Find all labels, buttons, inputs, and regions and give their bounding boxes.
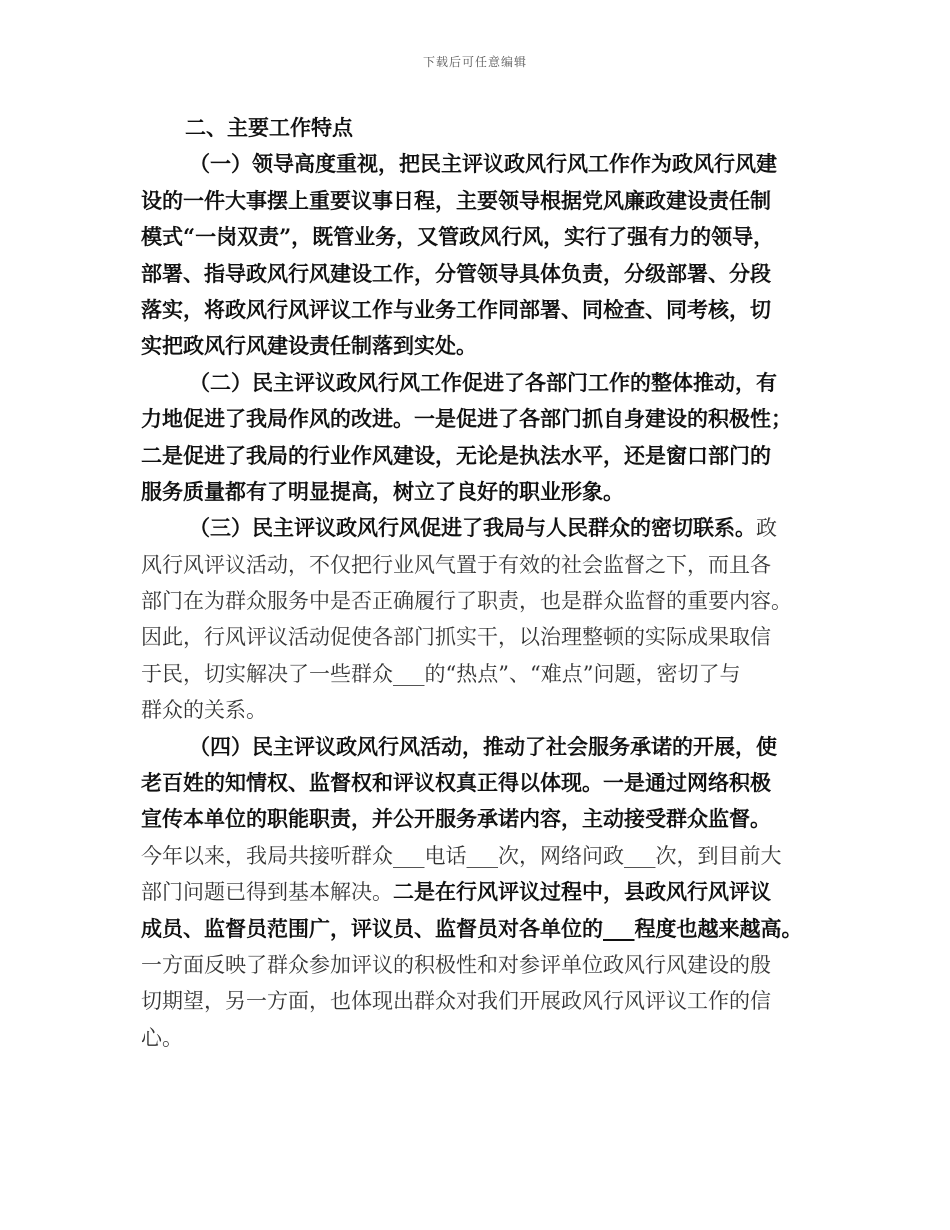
paragraph-line: 切期望，另一方面，也体现出群众对我们开展政风行风评议工作的信 [141, 989, 771, 1014]
paragraph-line: 力地促进了我局作风的改进。一是促进了各部门抓自身建设的积极性； [141, 406, 792, 432]
paragraph-line: （四）民主评议政风行风活动，推动了社会服务承诺的开展，使 [189, 733, 777, 759]
paragraph-line: 设的一件大事摆上重要议事日程，主要领导根据党风廉政建设责任制 [141, 187, 771, 213]
paragraph-line: 服务质量都有了明显提高，树立了良好的职业形象。 [141, 478, 624, 504]
paragraph-line: （一）领导高度重视，把民主评议政风行风工作作为政风行风建 [189, 151, 777, 177]
paragraph-line: 成员、监督员范围广，评议员、监督员对各单位的___程度也越来越高。 [141, 915, 803, 941]
paragraph-line: 二是促进了我局的行业作风建设，无论是执法水平，还是窗口部门的 [141, 442, 771, 468]
paragraph-line: 模式“一岗双责”，既管业务，又管政风行风，实行了强有力的领导， [141, 224, 775, 250]
paragraph-line: 一方面反映了群众参加评议的积极性和对参评单位政风行风建设的殷 [141, 952, 771, 977]
paragraph-line: 今年以来，我局共接听群众___电话___次，网络问政___次，到目前大 [141, 843, 782, 868]
paragraph-line: 因此，行风评议活动促使各部门抓实干，以治理整顿的实际成果取信 [141, 625, 771, 650]
paragraph-line: 心。 [141, 1025, 183, 1050]
paragraph-line: 部署、指导政风行风建设工作，分管领导具体负责，分级部署、分段 [141, 260, 771, 286]
paragraph-line: 老百姓的知情权、监督权和评议权真正得以体现。一是通过网络积极 [141, 770, 771, 796]
paragraph-line: 落实，将政风行风评议工作与业务工作同部署、同检查、同考核，切 [141, 296, 771, 322]
paragraph-line: 群众的关系。 [141, 698, 267, 723]
paragraph-line: 实把政风行风建设责任制落到实处。 [141, 333, 477, 359]
paragraph-line: 于民，切实解决了一些群众___的“热点”、“难点”问题，密切了与 [141, 661, 741, 686]
paragraph-line: 部门在为群众服务中是否正确履行了职责，也是群众监督的重要内容。 [141, 589, 792, 614]
paragraph-line: 部门问题已得到基本解决。二是在行风评议过程中，县政风行风评议 [141, 879, 771, 905]
paragraph-line: （二）民主评议政风行风工作促进了各部门工作的整体推动，有 [189, 369, 777, 395]
document-body [141, 110, 821, 1056]
section-heading: 二、主要工作特点 [185, 115, 353, 140]
paragraph-line: （三）民主评议政风行风促进了我局与人民群众的密切联系。政 [189, 515, 777, 541]
paragraph-line: 风行风评议活动，不仅把行业风气置于有效的社会监督之下，而且各 [141, 552, 771, 577]
paragraph-line: 宣传本单位的职能职责，并公开服务承诺内容，主动接受群众监督。 [141, 806, 771, 832]
header-note: 下载后可任意编辑 [422, 55, 527, 69]
